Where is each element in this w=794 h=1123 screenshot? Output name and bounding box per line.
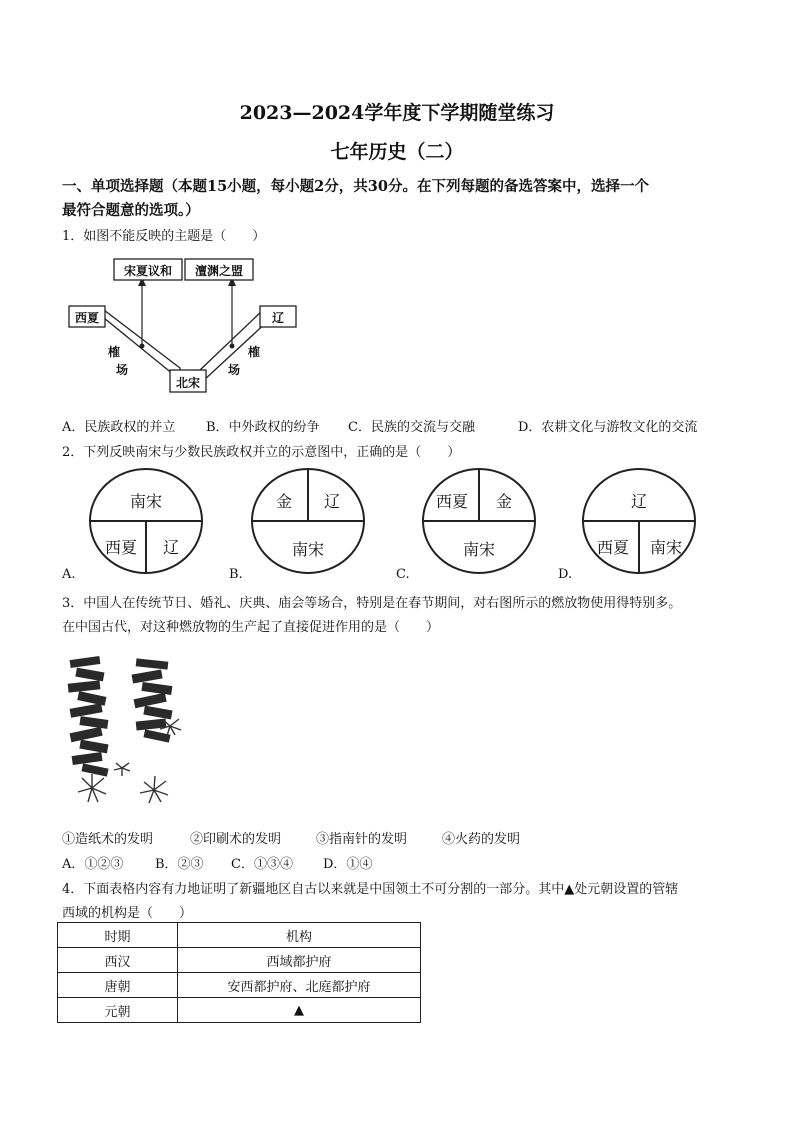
q4-table-cell-period: 唐朝: [58, 973, 178, 998]
q1-label-top-right: 澶渊之盟: [194, 264, 243, 278]
q2-circle-c: [421, 467, 537, 575]
q4-table-cell-period: 西汉: [58, 948, 178, 973]
q2-a-top: 南宋: [129, 492, 162, 511]
page-subtitle: 七年历史（二）: [330, 141, 464, 163]
q2-circle-b: [250, 467, 366, 575]
q2-c-bottom: 南宋: [462, 540, 495, 559]
q2-d-bottom-left: 西夏: [596, 538, 629, 557]
q1-right-dot: [230, 344, 235, 349]
q1-label-bottom: 北宋: [175, 376, 200, 390]
q1-diagram: [62, 250, 312, 408]
q2-b-top-left: 金: [275, 492, 292, 511]
q3-option-d: D．①④: [323, 857, 373, 872]
q1-option-c: C．民族的交流与交融: [348, 420, 475, 435]
q1-left-edge-char2: 场: [116, 363, 129, 377]
q2-letter-d: D.: [558, 567, 573, 582]
q3-item-2: ②印刷术的发明: [190, 832, 282, 847]
q2-letter-c: C.: [396, 567, 410, 582]
q3-item-1: ①造纸术的发明: [62, 832, 154, 847]
q2-stem: 2．下列反映南宋与少数民族政权并立的示意图中，正确的是（ ）: [62, 445, 461, 460]
q3-stem-line2: 在中国古代，对这种燃放物的生产起了直接促进作用的是（ ）: [62, 620, 440, 635]
table-row: [58, 998, 421, 1023]
q2-d-top: 辽: [630, 492, 647, 511]
section-heading-line2: 最符合题意的选项。）: [62, 202, 200, 219]
q2-c-top-left: 西夏: [435, 492, 468, 511]
firecracker-svg: [62, 650, 192, 816]
section-heading-line1: 一、单项选择题（本题15小题，每小题2分，共30分。在下列每题的备选答案中，选择一个: [62, 178, 649, 195]
q2-circle-a-svg: [88, 467, 204, 575]
q4-stem-line2: 西域的机构是（ ）: [62, 906, 193, 921]
q1-right-edge-char2: 场: [228, 363, 241, 377]
q2-a-bottom-left: 西夏: [104, 538, 137, 557]
q4-table-header-row: [58, 923, 421, 948]
q3-item-4: ④火药的发明: [442, 832, 521, 847]
firecracker-string-left: [68, 656, 109, 777]
q4-table: [57, 922, 421, 1023]
firecracker-string-right: [132, 658, 173, 742]
q4-table-header-institution: 机构: [178, 923, 421, 948]
q1-left-dot: [140, 344, 145, 349]
q3-option-c: C．①③④: [231, 857, 293, 872]
q1-left-edge-char1: 榷: [108, 345, 121, 359]
table-row: [58, 973, 421, 998]
q4-table-cell-institution: 西域都护府: [178, 948, 421, 973]
firecracker-illustration: [62, 650, 192, 816]
q1-label-left: 西夏: [74, 311, 99, 325]
q4-table-header-period: 时期: [58, 923, 178, 948]
q1-label-top-left: 宋夏议和: [123, 264, 172, 278]
q2-letter-b: B.: [229, 567, 243, 582]
q2-letter-a: A.: [62, 567, 76, 582]
q2-b-bottom: 南宋: [291, 540, 324, 559]
q1-right-edge-char1: 榷: [248, 345, 261, 359]
q1-option-a: A．民族政权的并立: [62, 420, 176, 435]
q1-option-d: D．农耕文化与游牧文化的交流: [518, 420, 698, 435]
q2-circle-a: [88, 467, 204, 575]
q2-b-top-right: 辽: [323, 492, 340, 511]
q2-circle-d-svg: [581, 467, 697, 575]
q3-stem-line1: 3．中国人在传统节日、婚礼、庆典、庙会等场合，特别是在春节期间，对右图所示的燃放物使用得特别多。: [62, 596, 682, 611]
table-row: [58, 948, 421, 973]
q4-table-cell-period: 元朝: [58, 998, 178, 1023]
q2-circle-d: [581, 467, 697, 575]
q2-c-top-right: 金: [495, 492, 512, 511]
q3-option-b: B．②③: [155, 857, 204, 872]
q2-d-bottom-right: 南宋: [649, 538, 682, 557]
page-title: 2023—2024学年度下学期随堂练习: [239, 102, 555, 124]
q4-table-cell-institution: 安西都护府、北庭都护府: [178, 973, 421, 998]
q4-table-cell-institution: ▲: [178, 998, 421, 1023]
q3-option-a: A．①②③: [62, 857, 124, 872]
q4-stem-line1: 4．下面表格内容有力地证明了新疆地区自古以来就是中国领土不可分割的一部分。其中▲处元朝设置的管辖: [62, 882, 679, 897]
q2-a-bottom-right: 辽: [162, 538, 179, 557]
q1-stem: 1．如图不能反映的主题是（ ）: [62, 229, 266, 244]
q1-option-b: B．中外政权的纷争: [206, 420, 320, 435]
q3-item-3: ③指南针的发明: [316, 832, 408, 847]
q1-label-right: 辽: [271, 311, 284, 325]
